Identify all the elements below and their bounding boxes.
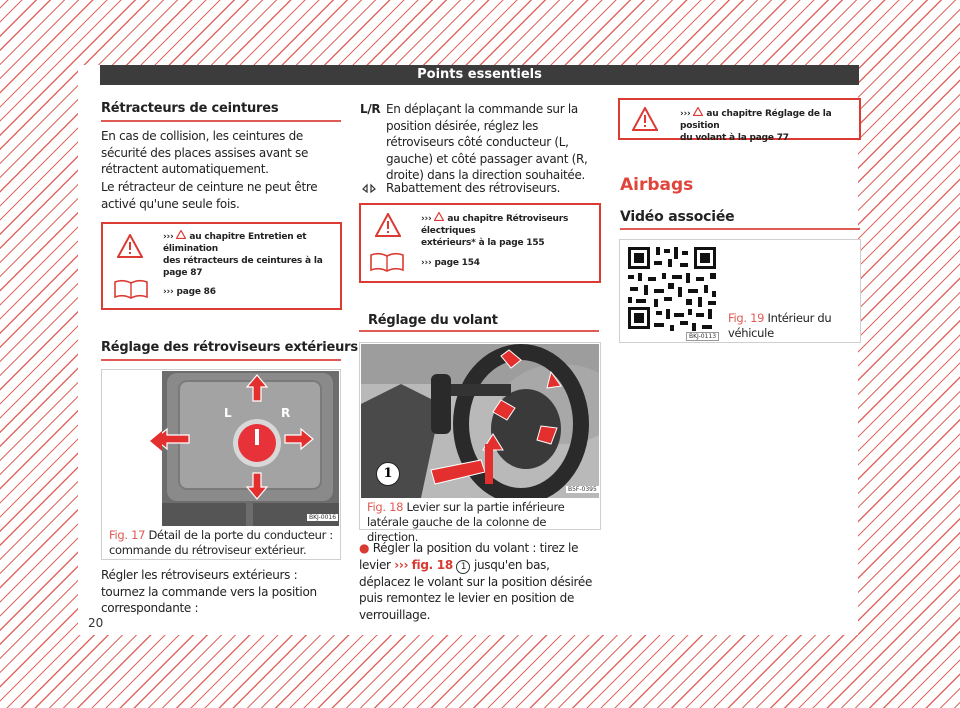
warning-triangle-icon (375, 213, 401, 237)
page-number: 20 (88, 616, 104, 630)
book-reference-icon (113, 278, 149, 300)
qr-code-icon[interactable] (624, 243, 721, 339)
caption-text: Intérieur du véhicule (728, 311, 832, 340)
section-rule (359, 330, 599, 332)
figure-code: BKJ-0016 (309, 514, 337, 521)
callout-ref: 1 (456, 560, 470, 574)
figure-caption (367, 500, 595, 545)
caption-text: Détail de la porte du conducteur : commande du rétroviseur extérieur. (109, 528, 333, 557)
item-text-fold: Rabattement des rétroviseurs. (386, 181, 561, 195)
figure-label: Fig. 19 (728, 311, 765, 325)
warning-link-cont[interactable]: du volant à la page 77 (680, 133, 789, 143)
link-glyph: ››› (421, 258, 432, 268)
warning-small-icon (693, 107, 703, 116)
section-rule (101, 120, 341, 122)
warning-triangle-icon (632, 107, 658, 131)
section-title-volant: Réglage du volant (368, 313, 498, 328)
warning-small-icon (176, 230, 186, 239)
mirror-fold-icon (362, 183, 376, 193)
link-glyph: ››› (163, 287, 174, 297)
knob-label-right: R (281, 406, 291, 420)
warning-link-cont[interactable]: extérieurs* à la page 155 (421, 238, 545, 248)
warning-link-cont[interactable]: des rétracteurs de ceintures à la (163, 256, 323, 266)
section-rule (101, 359, 341, 361)
mirror-control-photo (161, 371, 339, 526)
warning-small-icon (434, 212, 444, 221)
left-arrow-overlay (102, 371, 162, 526)
figure-label: Fig. 17 (109, 528, 146, 542)
paragraph: En cas de collision, les ceintures de sécurité des places assises avant se rétractent automatiquement. (101, 129, 309, 177)
paragraph: Le rétracteur de ceinture ne peut être activé qu'une seule fois. (101, 180, 318, 211)
instruction-paragraph (359, 540, 599, 623)
figure-label: Fig. 18 (367, 500, 404, 514)
link-glyph: ››› (163, 232, 174, 242)
figure-18 (359, 342, 601, 544)
section-title-retracteurs: Rétracteurs de ceintures (101, 101, 279, 116)
figure-caption (109, 528, 335, 558)
item-label-lr: L/R (360, 102, 381, 116)
link-glyph: ››› (421, 214, 432, 224)
warning-link-page[interactable]: page 87 (163, 268, 203, 278)
chapter-title-airbags: Airbags (620, 175, 694, 195)
link-glyph: ››› (394, 557, 409, 572)
section-title-video: Vidéo associée (620, 209, 735, 225)
book-reference-icon (369, 251, 405, 273)
warning-link[interactable]: au chapitre Rétroviseurs électriques (421, 214, 569, 236)
callout-1: 1 (376, 462, 400, 486)
instruction-text: jusqu'en bas, déplacez le volant sur la position désirée puis remontez le levier en position de verrouillage. (359, 557, 593, 622)
item-text-lr: En déplaçant la commande sur la position désirée, réglez les rétroviseurs côté conducteur (L, gauche) et côté passager avant (R, droite) dans la direction souhaitée. (386, 102, 588, 183)
warning-box (101, 222, 342, 310)
figure-19 (619, 239, 861, 343)
figure-caption (728, 311, 856, 341)
page-link[interactable]: page 154 (434, 258, 480, 268)
caption-text: Levier sur la partie inférieure latérale gauche de la colonne de direction. (367, 500, 565, 544)
figure-code: B5F-0395 (568, 486, 597, 493)
instruction-text: Régler la position du volant : tirez le levier (359, 541, 579, 572)
section-rule (620, 228, 860, 230)
warning-link[interactable]: au chapitre Réglage de la position (680, 109, 832, 131)
chapter-header: Points essentiels (100, 65, 859, 85)
page-link[interactable]: page 86 (176, 287, 216, 297)
warning-triangle-icon (117, 234, 143, 258)
bullet-icon: ● (359, 541, 370, 555)
link-glyph: ››› (680, 109, 691, 119)
figure-code: BKJ-0113 (686, 332, 719, 341)
warning-link[interactable]: au chapitre Entretien et élimination (163, 232, 307, 254)
paragraph: Régler les rétroviseurs extérieurs : tournez la commande vers la position correspondante : (101, 568, 317, 616)
figure-link[interactable]: fig. 18 (411, 557, 453, 572)
figure-17 (101, 369, 341, 560)
knob-label-left: L (224, 406, 232, 420)
warning-box (359, 203, 601, 283)
section-title-retroviseurs: Réglage des rétroviseurs extérieurs (101, 340, 358, 355)
warning-box (618, 98, 861, 143)
